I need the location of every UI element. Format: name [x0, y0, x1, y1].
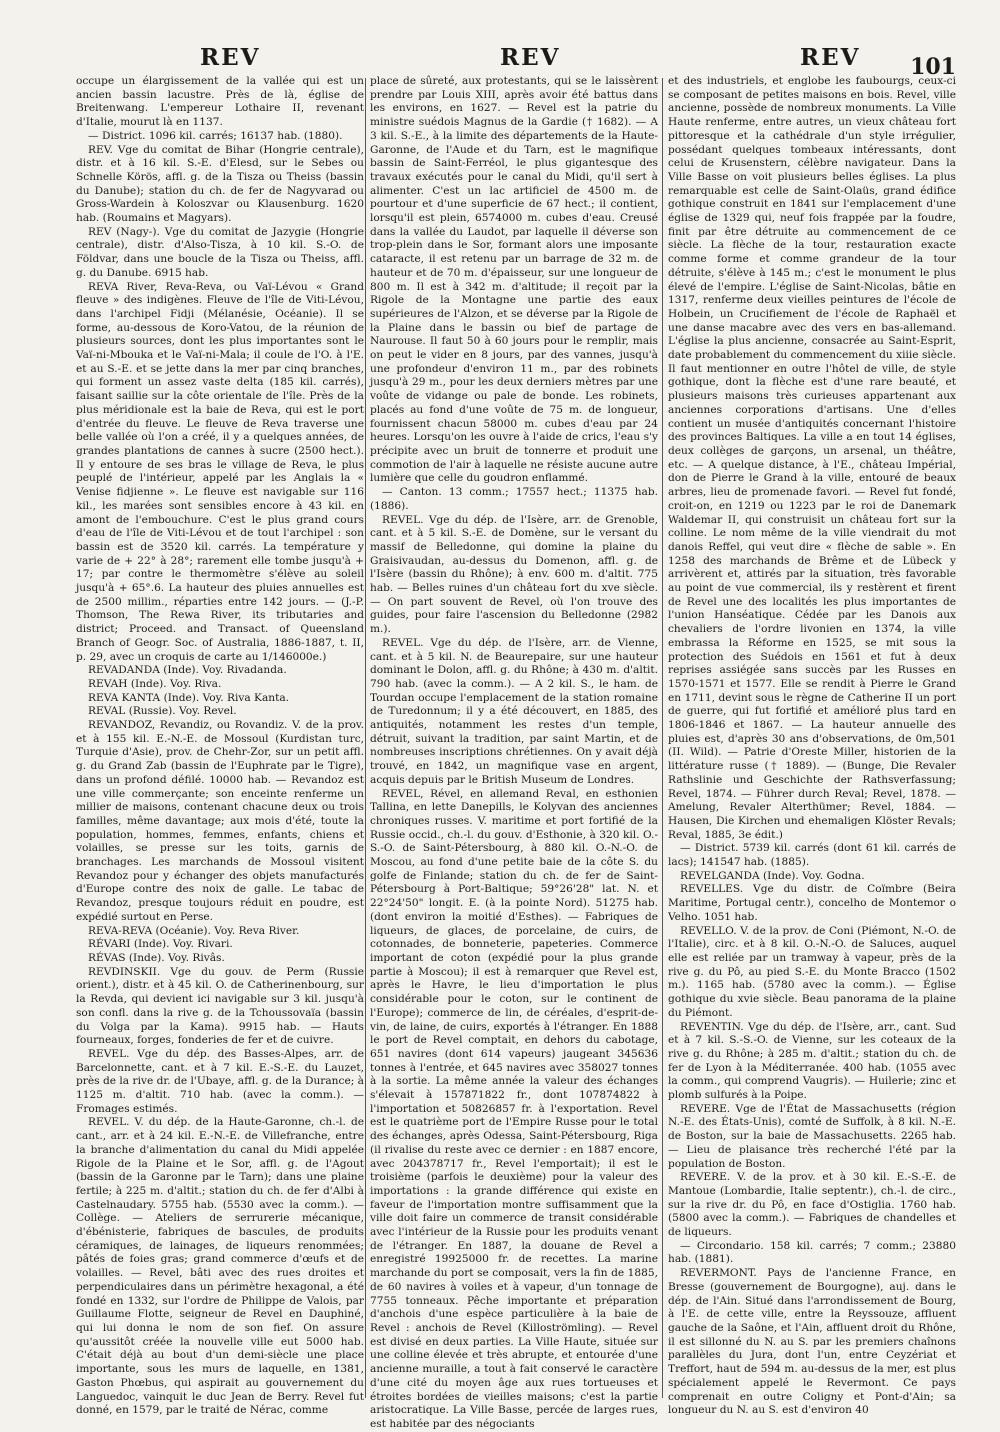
- text-column-2: [370, 75, 658, 1430]
- text-column-1: [76, 75, 364, 1417]
- entry-revel-isere-vienne: REVEL. Vge du dép. de l'Isère, arr. de Vienne, cant. et à 5 kil. N. de Beaurepaire, sur une hauteur dominant le Dolon, affl. g. du Rhône; à 430 m. d'altit. 790 hab. (avec la comm.). — A 2 kil. S., le ham. de Tourdan occupe l'emplacement de la station romaine de Turedonnum; il y a été découvert, en 1885, des antiquités, notamment les restes d'un temple, détruit, suivant la tradition, par saint Martin, et de nombreuses inscriptions chrétiennes. On y avait déjà trouvé, en 1842, un magnifique vase en argent, acquis depuis par le British Museum de Londres.: [370, 636, 658, 786]
- paragraph: occupe un élargissement de la vallée qui est un ancien bassin lacustre. Près de là, église de Breitenwang. L'empereur Lothaire II, revenant d'Italie, mourut là en 1137.: [76, 75, 364, 129]
- entry-revdinskii: REVDINSKII. Vge du gouv. de Perm (Russie orient.), distr. et à 45 kil. O. de Catherinenbourg, sur la Revda, qui devient ici navigable sur 3 kil. jusqu'à son confl. dans la rive g. de la Tchoussovaïa (bassin du Volga par la Kama). 9915 hab. — Hauts fourneaux, forges, fonderies de fer et de cuivre.: [76, 965, 364, 1047]
- entry-revel-isere-grenoble: REVEL. Vge du dép. de l'Isère, arr. de Grenoble, cant. et à 5 kil. S.-E. de Domène, sur le versant du massif de Belledonne, qui domine la plaine du Graisivaudan, au-dessus du Domenon, affl. g. de l'Isère (bassin du Rhône); à env. 600 m. d'altit. 775 hab. — Belles ruines d'un château fort du xve siècle. — On part souvent de Revel, où l'on trouve des guides, pour faire l'ascension du Belledonne (2982 m.).: [370, 513, 658, 636]
- entry-reva-kanta: REVA KANTA (Inde). Voy. Riva Kanta.: [88, 691, 290, 704]
- entry-reval: REVAL (Russie). Voy. Revel.: [88, 705, 237, 718]
- running-header-left: REV: [200, 44, 261, 71]
- entry-revelles: REVELLES. Vge du distr. de Coïmbre (Beira Maritime, Portugal centr.), concelho de Montemor o Velho. 1051 hab.: [668, 883, 956, 923]
- entry-revel-haute-garonne: REVEL. V. du dép. de la Haute-Garonne, ch.-l. de cant., arr. et à 24 kil. E.-N.-E. de Villefranche, entre la branche d'alimentation du canal du Midi appelée Rigole de la Plaine et le Sor, affl. g. de l'Agout (bassin de la Garonne par le Tarn); dans une plaine fertile; à 225 m. d'altit.; station du ch. de fer d'Albi à Castelnaudary. 5755 hab. (5530 avec la comm.). — Collège. — Ateliers de serrurerie mécanique, d'ébénisterie, fabriques de bascules, de produits céramiques, de lainages, de liqueurs renommées; pâtés de foies gras; grand commerce d'œufs et de volailles. — Revel, bâti avec des rues droites et perpendiculaires dans un périmètre hexagonal, a été fondé en 1332, sur l'ordre de Philippe de Valois, par Guillaume Flotte, seigneur de Revel en Dauphiné, qui lui donna le nom de son fief. On assure qu'aussitôt créée la nouvelle ville eut 5000 hab. C'était déjà au bout d'un demi-siècle une place importante, sous les murs de laquelle, en 1381, Gaston Phœbus, qui aspirait au gouvernement du Languedoc, vainquit le duc Jean de Berry. Revel fut donné, en 1579, par le traité de Nérac, comme: [76, 1116, 364, 1417]
- entry-rev-nagy: REV (Nagy-). Vge du comitat de Jazygie (Hongrie centrale), distr. d'Also-Tisza, à 10 kil. S.-O. de Földvar, dans une boucle de la Tisza ou Theiss, affl. g. du Danube. 6915 hab.: [76, 225, 364, 279]
- text-column-3: [668, 75, 956, 1417]
- entry-revere-massachusetts: REVERE. Vge de l'État de Massachusetts (région N.-E. des États-Unis), comté de Suffolk, à 8 kil. N.-E. de Boston, sur la baie de Massachusetts. 2265 hab. — Lieu de plaisance très recherché l'été par la population de Boston.: [668, 1102, 956, 1170]
- paragraph: — Circondario. 158 kil. carrés; 7 comm.; 23880 hab. (1881).: [668, 1239, 956, 1266]
- page-number: 101: [910, 54, 956, 80]
- entry-revelganda: REVELGANDA (Inde). Voy. Godna.: [680, 869, 865, 882]
- entry-reventin: REVENTIN. Vge du dép. de l'Isère, arr., cant. Sud et à 7 kil. S.-S.-O. de Vienne, sur les coteaux de la rive g. du Rhône; à 285 m. d'altit.; station du ch. de fer de Lyon à la Méditerranée. 400 hab. (1055 avec la comm., qui comprend Vaugris). — Huilerie; zinc et plomb sulfurés à la Poipe.: [668, 1020, 956, 1102]
- running-header-right: REV: [800, 44, 861, 71]
- paragraph: — District. 1096 kil. carrés; 16137 hab. (1880).: [88, 129, 343, 142]
- entry-revari: RÉVARI (Inde). Voy. Rivari.: [88, 938, 233, 951]
- entry-revello: REVELLO. V. de la prov. de Coni (Piémont, N.-O. de l'Italie), circ. et à 8 kil. O.-N.-O. de Saluces, auquel elle est reliée par un tramway à vapeur, près de la rive g. du Pô, au pied S.-E. du Monte Bracco (1502 m.). 1165 hab. (5780 avec la comm.). — Église gothique du xvie siècle. Beau panorama de la plaine du Piémont.: [668, 924, 956, 1019]
- entry-reva-reva: REVA-REVA (Océanie). Voy. Reva River.: [88, 924, 300, 937]
- entry-revermont: REVERMONT. Pays de l'ancienne France, en Bresse (gouvernement de Bourgogne), auj. dans le dép. de l'Ain. Situé dans l'arrondissement de Bourg, à l'E. de cette ville, entre la Reyssouze, affluent gauche de la Saône, et l'Ain, affluent droit du Rhône, il est sillonné du N. au S. par les premiers chaînons parallèles du Jura, dont l'un, entre Ceyzériat et Treffort, haut de 594 m. au-dessus de la mer, est plus spécialement appelé le Revermont. Ce pays comprenait en outre Coligny et Pont-d'Ain; sa longueur du N. au S. est d'environ 40: [668, 1267, 956, 1417]
- entry-revadanda: REVADANDA (Inde). Voy. Rivadanda.: [88, 664, 287, 677]
- paragraph: place de sûreté, aux protestants, qui se le laissèrent prendre par Louis XIII, après avoir été battus dans les environs, en 1627. — Revel est la patrie du ministre suédois Magnus de la Gardie († 1682). — A 3 kil. S.-E., à la limite des départements de la Haute-Garonne, de l'Aude et du Tarn, est le magnifique bassin de Saint-Ferréol, le plus gigantesque des travaux exécutés pour le canal du Midi, qu'il sert à alimenter. C'est un lac artificiel de 4500 m. de pourtour et d'une superficie de 67 hect.; il contient, lorsqu'il est plein, 6574000 m. cubes d'eau. Creusé dans la vallée du Laudot, par laquelle il déverse son trop-plein dans le Sor, formant alors une imposante cataracte, il est retenu par un barrage de 32 m. de hauteur et de 70 m. d'épaisseur, sur une longueur de 800 m. Il est à 342 m. d'altitude; il reçoit par la Rigole de la Montagne une partie des eaux supérieures de l'Alzon, et se déverse par la Rigole de la Plaine dans le bassin ou bief de partage de Naurouse. Il faut 50 à 60 jours pour le remplir, mais on peut le vider en 8 jours, par des vannes, jusqu'à une profondeur d'environ 11 m., par des robinets jusqu'à 29 m., pour les deux derniers mètres par une voûte de vidange ou pale de bonde. Les robinets, placés au fond d'une voûte de 75 m. de longueur, fournissent chacun 58000 m. cubes d'eau par 24 heures. Lorsqu'on les ouvre à l'aide de crics, l'eau s'y précipite avec un bruit de tonnerre et produit une commotion de l'air à laquelle ne résiste aucune autre lumière que celle du goudron enflammé.: [370, 75, 658, 485]
- paragraph: et des industriels, et englobe les faubourgs, ceux-ci se composant de petites maisons en bois. Revel, ville ancienne, possède de nombreux monuments. La Ville Haute renferme, entre autres, un vieux château fort pittoresque et la cathédrale d'un style irrégulier, possédant quelques tombeaux intéressants, dont celui de Krusenstern, célèbre navigateur. Dans la Ville Basse on voit plusieurs belles églises. La plus remarquable est celle de Saint-Olaüs, grand édifice gothique construit en 1841 sur l'emplacement d'une église de 1329 qui, neuf fois frappée par la foudre, finit par être détruite au commencement de ce siècle. La flèche de la tour, restauration exacte comme forme et comme grandeur de la tour détruite, s'élève à 145 m.; c'est le monument le plus élevé de l'empire. L'église de Saint-Nicolas, bâtie en 1317, renferme deux vieilles peintures de l'école de Holbein, un Crucifiement de l'école de Raphaël et une danse macabre avec des vers en bas-allemand. L'église la plus ancienne, consacrée au Saint-Esprit, date probablement du commencement du xiiie siècle. Il faut mentionner en outre l'hôtel de ville, de style gothique, dont la flèche est d'une rare beauté, et plusieurs maisons très curieuses appartenant aux anciennes corporations d'artisans. Une d'elles contient un musée d'antiquités concernant l'histoire des provinces Baltiques. La ville a en tout 14 églises, deux collèges de garçons, un arsenal, un théâtre, etc. — A quelque distance, à l'E., château Impérial, don de Pierre le Grand à la ville, entouré de beaux arbres, lieu de promenade favori. — Revel fut fondé, croit-on, en 1219 ou 1223 par le roi de Danemark Waldemar II, qui construisit un château fort sur la colline. Le nom même de la ville viendrait du mot danois Reffel, qui veut dire « flèche de sable ». En 1258 des marchands de Brême et de Lübeck y arrivèrent et, attirés par la situation, très favorable au point de vue commercial, ils y restèrent et firent de Revel une des localités les plus importantes de l'union Hanséatique. Cédée par les Danois aux chevaliers de l'ordre livonien en 1374, la ville embrassa la Réforme en 1525, se mit sous la protection des Suédois en 1561 et fut à deux reprises assiégée sans succès par les Russes en 1570-1571 et 1577. Elle se rendit à Pierre le Grand en 1711, devint sous le règne de Catherine II un port de guerre, qui fut fortifié et amélioré plus tard en 1806-1846 et 1867. — La hauteur annuelle des pluies est, d'après 30 ans d'observations, de 0m,501 (II. Wild). — Patrie d'Oreste Miller, historien de la littérature russe († 1889). — (Bunge, Die Revaler Rathslinie und Geschichte der Rathsverfassung; Revel, 1874. — Führer durch Reval; Revel, 1878. — Amelung, Revaler Alterthümer; Revel, 1884. — Hausen, Die Kirchen und ehemaligen Klöster Revals; Reval, 1885, 3e édit.): [668, 75, 956, 841]
- entry-revas: RÉVAS (Inde). Voy. Rivâs.: [88, 952, 225, 964]
- entry-revel-basses-alpes: REVEL. Vge du dép. des Basses-Alpes, arr. de Barcelonnette, cant. et à 7 kil. E.-S.-E. du Lauzet, près de la rive dr. de l'Ubaye, affl. g. de la Durance; à 1125 m. d'altit. 710 hab. (avec la comm.). — Fromages estimés.: [76, 1047, 364, 1115]
- column-divider-1: [365, 78, 366, 1398]
- paragraph: — Canton. 13 comm.; 17557 hect.; 11375 hab. (1886).: [370, 486, 658, 512]
- running-header-center: REV: [500, 44, 561, 71]
- entry-revah: REVAH (Inde). Voy. Riva.: [88, 677, 222, 690]
- entry-revere-mantoue: REVERE. V. de la prov. et à 30 kil. E.-S.-E. de Mantoue (Lombardie, Italie septentr.), ch.-l. de circ., sur la rive dr. du Pô, en face d'Ostiglia. 1760 hab. (5800 avec la comm.). — Fabriques de chandelles et de liqueurs.: [668, 1171, 956, 1239]
- entry-reva-river: REVA River, Reva-Reva, ou Vaï-Lévou « Grand fleuve » des indigènes. Fleuve de l'île de Viti-Lévou, dans l'archipel Fidji (Mélanésie, Océanie). Il se forme, au-dessous de Koro-Vatou, de la réunion de plusieurs sources, dont les plus importantes sont le Vaï-ni-Mbouka et le Vaï-ni-Mala; il coule de l'O. à l'E. et au S.-E. et se jette dans la mer par cinq branches, qui forment un assez vaste delta (185 kil. carrés), faisant saillie sur la côte orientale de l'île. Près de la plus méridionale est la baie de Reva, qui est le port d'entrée du fleuve. Le fleuve de Reva traverse une belle vallée où l'on a créé, il y a quelques années, de grandes plantations de cannes à sucre (2500 hect.). Il y entoure de ses bras le village de Reva, le plus peuplé de l'intérieur, appelé par les Anglais la « Venise fidjienne ». Le fleuve est navigable sur 116 kil., les marées sont sensibles encore à 43 kil. en amont de l'embouchure. C'est le plus grand cours d'eau de l'île de Viti-Lévou et de tout l'archipel : son bassin est de 3520 kil. carrés. La température y varie de + 22° à 28°; rarement elle tombe jusqu'à + 17; par contre le thermomètre s'élève au soleil jusqu'à + 65°.6. La hauteur des pluies annuelles est de 2500 millim., réparties entre 142 jours. — (J.-P. Thomson, The Rewa River, its tributaries and district; Proceed. and Transact. of Queensland Branch of Geogr. Soc. of Australia, 1886-1887, t. II, p. 29, avec un croquis de carte au 1/146000e.): [76, 280, 364, 663]
- entry-revandoz: REVANDOZ, Revandiz, ou Rovandiz. V. de la prov. et à 155 kil. E.-N.-E. de Mossoul (Kurdistan turc, Turquie d'Asie), prov. de Chehr-Zor, sur un petit affl. g. du Grand Zab (bassin de l'Euphrate par le Tigre), dans un profond défilé. 10000 hab. — Revandoz est une ville commerçante; son enceinte renferme un millier de maisons, contenant chacune deux ou trois familles, même davantage; aux mois d'été, toute la population, hommes, femmes, enfants, chiens et volailles, se presse sur les toits, garnis de branchages. Les marchands de Mossoul visitent Revandoz pour y échanger des objets manufacturés d'Europe contre des noix de galle. Le tabac de Revandoz, presque toujours réduit en poudre, est expédié surtout en Perse.: [76, 719, 364, 923]
- paragraph: — District. 5739 kil. carrés (dont 61 kil. carrés de lacs); 141547 hab. (1885).: [668, 842, 956, 869]
- entry-rev-bihar: REV. Vge du comitat de Bihar (Hongrie centrale), distr. et à 16 kil. S.-E. d'Elesd, sur le Sebes ou Schnelle Körös, affl. g. de la Tisza ou Theiss (bassin du Danube); station du ch. de fer de Nagyvarad ou Gross-Wardein à Koloszvar ou Klausenburg. 1620 hab. (Roumains et Magyars).: [76, 143, 364, 225]
- column-divider-2: [662, 78, 663, 1398]
- entry-revel-esthonie: REVEL, Rével, en allemand Reval, en esthonien Tallina, en lette Danepills, le Kolyvan des anciennes chroniques russes. V. maritime et port fortifié de la Russie occid., ch.-l. du gouv. d'Esthonie, à 320 kil. O.-S.-O. de Saint-Pétersbourg, à 880 kil. O.-N.-O. de Moscou, au fond d'une petite baie de la côte S. du golfe de Finlande; station du ch. de fer de Saint-Pétersbourg à Port-Baltique; 59°26'28" lat. N. et 22°24'50" longit. E. (à la pointe Nord). 51275 hab. (dont environ la moitié d'Esthes). — Fabriques de liqueurs, de glaces, de porcelaine, de cuirs, de cotonnades, de bonneterie, papeteries. Commerce important de coton (expédié pour la plus grande partie à Moscou); il est à remarquer que Revel est, après le Havre, le lieu d'importation le plus considérable pour le coton, sur le continent de l'Europe); commerce de lin, de céréales, d'esprit-de-vin, de laine, de cuirs, exportés à l'étranger. En 1888 le port de Revel comptait, en dehors du cabotage, 651 navires (dont 614 vapeurs) jaugeant 345636 tonnes à l'entrée, et 645 navires avec 358027 tonnes à la sortie. La même année la valeur des échanges s'élevait à 157871822 fr., dont 107874822 à l'importation et 50826857 fr. à l'exportation. Revel est le quatrième port de l'Empire Russe pour le total des échanges, après Odessa, Saint-Pétersbourg, Riga (il rivalise du reste avec ce dernier : en 1887 encore, avec 204378717 fr., Revel l'emportait); il est le troisième (parfois le deuxième) pour la valeur des importations : la grande différence qui existe en faveur de l'importation montre suffisamment que la ville doit faire un commerce de transit considérable avec l'intérieur de la Russie pour les produits venant de l'étranger. En 1887, la douane de Revel a enregistré 19925000 fr. de recettes. La marine marchande du port se composait, vers la fin de 1885, de 60 navires à voiles et à vapeur, d'un tonnage de 7755 tonneaux. Pêche importante et préparation d'anchois d'une espèce particulière à la baie de Revel : anchois de Revel (Killoströmling). — Revel est divisé en deux parties. La Ville Haute, située sur une colline élevée et très abrupte, et entourée d'une ancienne muraille, a tout à fait conservé le caractère d'une cité du moyen âge aux rues tortueuses et étroites bordées de vieilles maisons; c'est la partie aristocratique. La Ville Basse, percée de larges rues, est habitée par des négociants: [370, 787, 658, 1430]
